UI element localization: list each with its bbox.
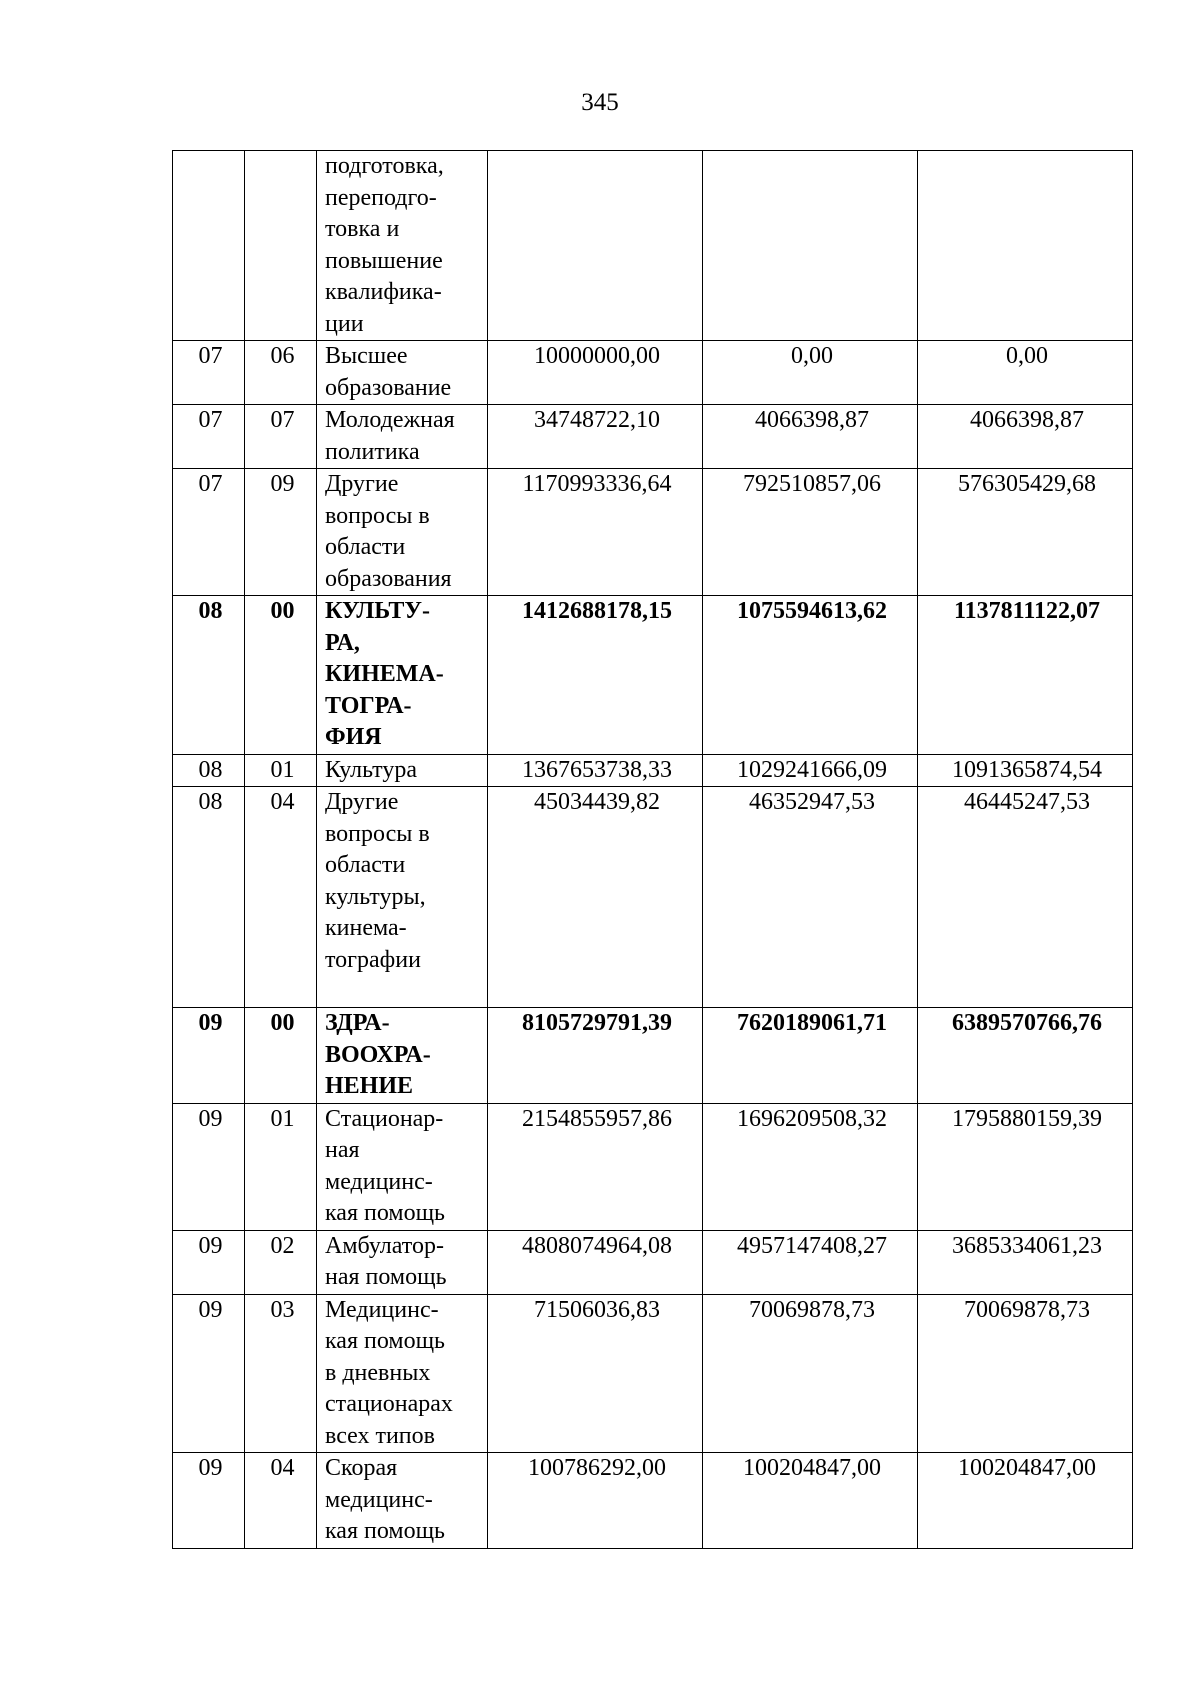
amount-cell-3: 0,00: [918, 341, 1133, 405]
table-row: [173, 1008, 1133, 1104]
section-code-cell: 09: [173, 1008, 245, 1104]
section-code-cell: 07: [173, 469, 245, 596]
table-row: [173, 754, 1133, 787]
amount-cell-3: 6389570766,76: [918, 1008, 1133, 1104]
table-row: [173, 151, 1133, 341]
table-row: [173, 596, 1133, 755]
section-code-cell: 09: [173, 1103, 245, 1230]
budget-table: [172, 150, 1133, 1549]
section-code-cell: 08: [173, 596, 245, 755]
subsection-code-cell: 09: [245, 469, 317, 596]
amount-cell-3: 576305429,68: [918, 469, 1133, 596]
amount-cell-3: 46445247,53: [918, 787, 1133, 1008]
amount-cell-2: [703, 151, 918, 341]
amount-cell-2: 1696209508,32: [703, 1103, 918, 1230]
section-code-cell: 09: [173, 1453, 245, 1549]
amount-cell-1: 1412688178,15: [488, 596, 703, 755]
subsection-code-cell: 04: [245, 1453, 317, 1549]
amount-cell-3: 70069878,73: [918, 1294, 1133, 1453]
amount-cell-2: 792510857,06: [703, 469, 918, 596]
table-row: [173, 1453, 1133, 1549]
amount-cell-1: [488, 151, 703, 341]
item-name-cell: Скорая медицинс- кая помощь: [317, 1453, 488, 1549]
section-code-cell: 09: [173, 1294, 245, 1453]
amount-cell-2: 4957147408,27: [703, 1230, 918, 1294]
item-name-cell: КУЛЬТУ- РА, КИНЕМА- ТОГРА- ФИЯ: [317, 596, 488, 755]
amount-cell-1: 8105729791,39: [488, 1008, 703, 1104]
item-name-cell: Медицинс- кая помощь в дневных стационарах всех типов: [317, 1294, 488, 1453]
amount-cell-3: 1137811122,07: [918, 596, 1133, 755]
table-row: [173, 787, 1133, 1008]
amount-cell-3: 4066398,87: [918, 405, 1133, 469]
amount-cell-2: 70069878,73: [703, 1294, 918, 1453]
amount-cell-1: 1367653738,33: [488, 754, 703, 787]
section-code-cell: [173, 151, 245, 341]
item-name-cell: Другие вопросы в области культуры, кинема- тографии: [317, 787, 488, 1008]
subsection-code-cell: 07: [245, 405, 317, 469]
amount-cell-2: 100204847,00: [703, 1453, 918, 1549]
amount-cell-1: 4808074964,08: [488, 1230, 703, 1294]
table-row: [173, 469, 1133, 596]
subsection-code-cell: 01: [245, 1103, 317, 1230]
subsection-code-cell: 00: [245, 1008, 317, 1104]
amount-cell-1: 1170993336,64: [488, 469, 703, 596]
item-name-cell: подготовка, переподго- товка и повышение квалифика- ции: [317, 151, 488, 341]
item-name-cell: Стационар- ная медицинс- кая помощь: [317, 1103, 488, 1230]
item-name-cell: Высшее образование: [317, 341, 488, 405]
amount-cell-1: 71506036,83: [488, 1294, 703, 1453]
amount-cell-2: 4066398,87: [703, 405, 918, 469]
subsection-code-cell: 04: [245, 787, 317, 1008]
item-name-cell: Молодежная политика: [317, 405, 488, 469]
amount-cell-3: 100204847,00: [918, 1453, 1133, 1549]
subsection-code-cell: 02: [245, 1230, 317, 1294]
subsection-code-cell: 00: [245, 596, 317, 755]
table-row: [173, 341, 1133, 405]
section-code-cell: 07: [173, 341, 245, 405]
table-row: [173, 1294, 1133, 1453]
item-name-cell: Культура: [317, 754, 488, 787]
table-row: [173, 405, 1133, 469]
page-number: 345: [581, 89, 619, 116]
amount-cell-2: 46352947,53: [703, 787, 918, 1008]
amount-cell-3: 3685334061,23: [918, 1230, 1133, 1294]
section-code-cell: 08: [173, 754, 245, 787]
amount-cell-2: 0,00: [703, 341, 918, 405]
subsection-code-cell: 06: [245, 341, 317, 405]
subsection-code-cell: 03: [245, 1294, 317, 1453]
subsection-code-cell: [245, 151, 317, 341]
item-name-cell: ЗДРА- ВООХРА- НЕНИЕ: [317, 1008, 488, 1104]
item-name-cell: Амбулатор- ная помощь: [317, 1230, 488, 1294]
amount-cell-3: [918, 151, 1133, 341]
section-code-cell: 09: [173, 1230, 245, 1294]
section-code-cell: 08: [173, 787, 245, 1008]
amount-cell-2: 7620189061,71: [703, 1008, 918, 1104]
item-name-cell: Другие вопросы в области образования: [317, 469, 488, 596]
amount-cell-1: 100786292,00: [488, 1453, 703, 1549]
amount-cell-1: 2154855957,86: [488, 1103, 703, 1230]
subsection-code-cell: 01: [245, 754, 317, 787]
budget-table-body: [173, 151, 1133, 1549]
amount-cell-2: 1029241666,09: [703, 754, 918, 787]
amount-cell-1: 45034439,82: [488, 787, 703, 1008]
amount-cell-3: 1091365874,54: [918, 754, 1133, 787]
amount-cell-3: 1795880159,39: [918, 1103, 1133, 1230]
table-row: [173, 1230, 1133, 1294]
amount-cell-1: 10000000,00: [488, 341, 703, 405]
amount-cell-1: 34748722,10: [488, 405, 703, 469]
amount-cell-2: 1075594613,62: [703, 596, 918, 755]
table-row: [173, 1103, 1133, 1230]
section-code-cell: 07: [173, 405, 245, 469]
